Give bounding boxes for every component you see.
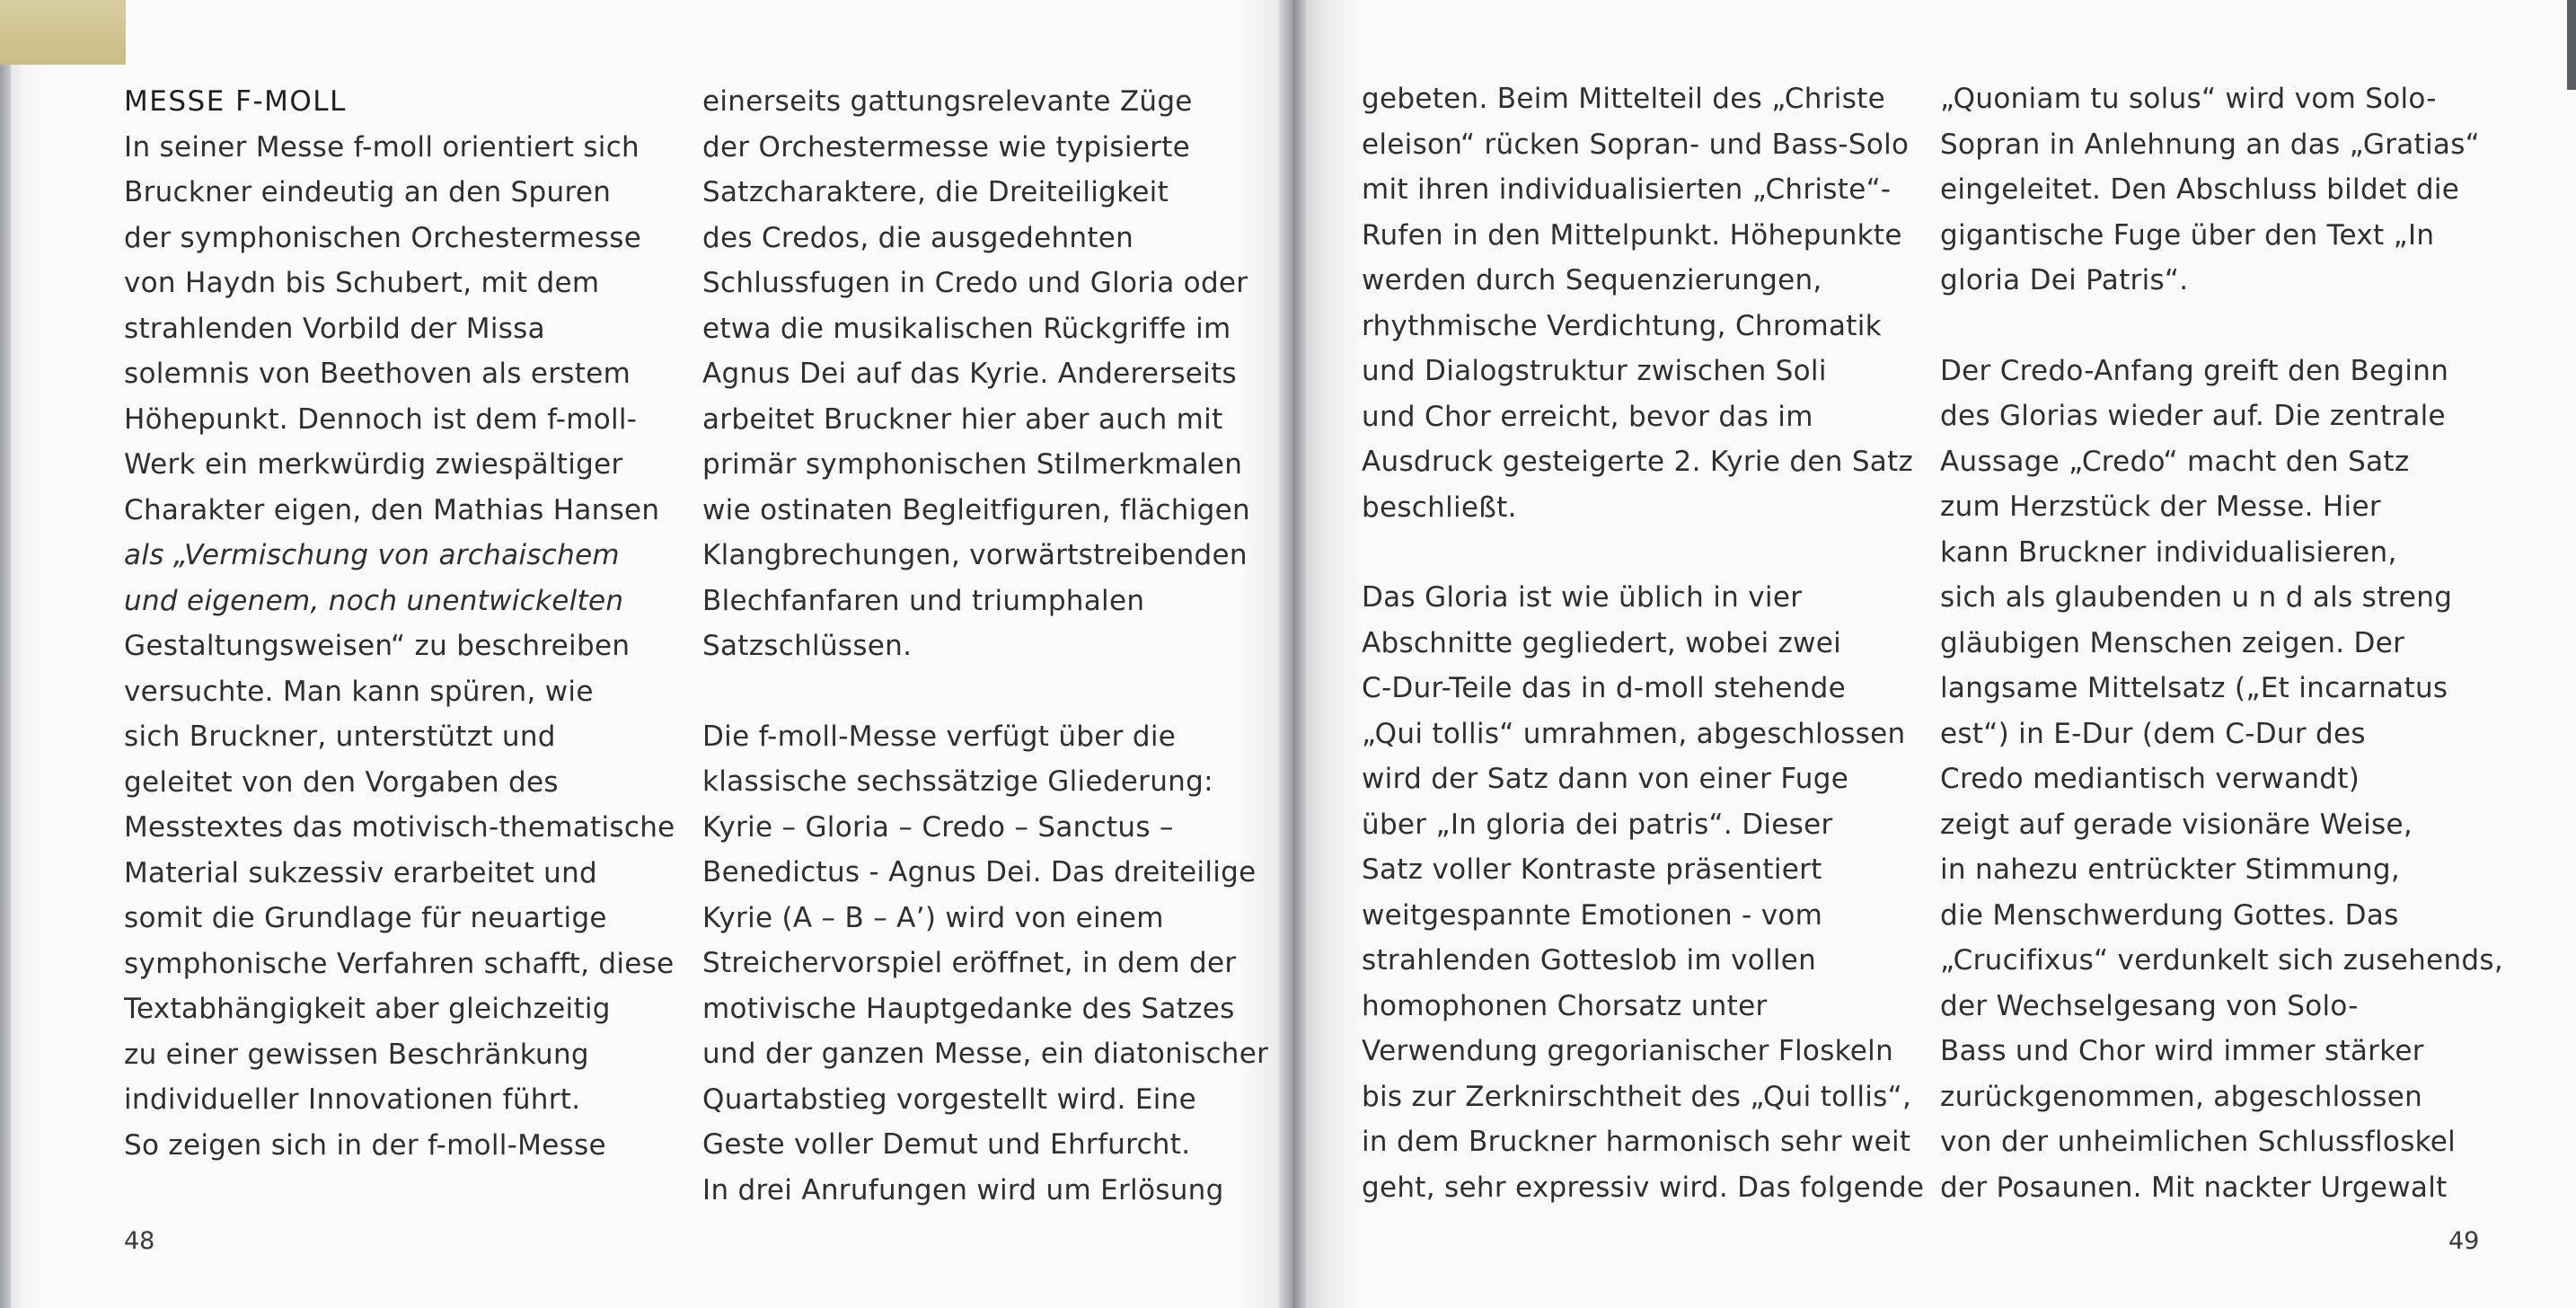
text-line: Abschnitte gegliedert, wobei zwei xyxy=(1362,626,1842,659)
text-line: Rufen in den Mittelpunkt. Höhepunkte xyxy=(1362,218,1902,252)
text-line: die Menschwerdung Gottes. Das xyxy=(1940,898,2399,932)
paragraph xyxy=(1362,76,1936,530)
paragraph xyxy=(702,79,1277,669)
paragraph xyxy=(702,714,1277,1214)
text-line: Messtextes das motivisch-thematische xyxy=(124,811,675,844)
text-line: weitgespannte Emotionen - vom xyxy=(1362,898,1823,932)
text-line: geleitet von den Vorgaben des xyxy=(124,765,559,799)
text-line: Streichervorspiel eröffnet, in dem der xyxy=(702,947,1237,979)
text-line: homophonen Chorsatz unter xyxy=(1362,989,1768,1022)
text-line: Schlussfugen in Credo und Gloria oder xyxy=(702,267,1248,299)
text-line: von der unheimlichen Schlussfloskel xyxy=(1940,1126,2457,1158)
section-heading: MESSE F-MOLL xyxy=(124,85,347,118)
paragraph xyxy=(1940,349,2515,1211)
text-line: zum Herzstück der Messe. Hier xyxy=(1940,490,2381,523)
column-1 xyxy=(124,79,699,1168)
gold-corner-tab xyxy=(0,0,126,65)
text-line: der Posaunen. Mit nackter Urgewalt xyxy=(1940,1171,2448,1204)
text-line: kann Bruckner individualisieren, xyxy=(1940,535,2397,569)
text-line: versuchte. Man kann spüren, wie xyxy=(124,675,594,708)
text-line: zu einer gewissen Beschränkung xyxy=(124,1038,589,1071)
text-line: Der Credo-Anfang greift den Beginn xyxy=(1940,354,2449,387)
text-line: In seiner Messe f-moll orientiert sich xyxy=(124,130,640,164)
text-line: somit die Grundlage für neuartige xyxy=(124,902,607,934)
text-line: strahlenden Vorbild der Missa xyxy=(124,312,545,345)
text-line: Satzschlüssen. xyxy=(702,630,913,662)
text-line: arbeitet Bruckner hier aber auch mit xyxy=(702,402,1223,436)
text-line: Werk ein merkwürdig zwiespältiger xyxy=(124,448,623,481)
paragraph xyxy=(1940,76,2515,304)
page-edge-right xyxy=(2567,0,2576,90)
text-line: gebeten. Beim Mittelteil des „Christe xyxy=(1362,83,1885,115)
text-line: Textabhängigkeit aber gleichzeitig xyxy=(124,993,611,1025)
text-line: Verwendung gregorianischer Floskeln xyxy=(1362,1035,1894,1067)
text-line: Kyrie (A – B – A’) wird von einem xyxy=(702,901,1164,934)
text-line: in dem Bruckner harmonisch sehr weit xyxy=(1362,1126,1911,1158)
text-line: werden durch Sequenzierungen, xyxy=(1362,264,1822,296)
text-line: strahlenden Gotteslob im vollen xyxy=(1362,944,1817,977)
text-line: Credo mediantisch verwandt) xyxy=(1940,763,2360,795)
text-line: „Crucifixus“ verdunkelt sich zusehends, xyxy=(1940,944,2503,977)
column-3 xyxy=(1362,76,1936,1210)
page-number-left: 48 xyxy=(124,1227,155,1255)
text-line: gloria Dei Patris“. xyxy=(1940,264,2189,296)
text-line: eingeleitet. Den Abschluss bildet die xyxy=(1940,173,2460,206)
text-line: Material sukzessiv erarbeitet und xyxy=(124,856,598,889)
text-line: beschließt. xyxy=(1362,490,1517,524)
text-line: Aussage „Credo“ macht den Satz xyxy=(1940,445,2410,478)
book-gutter xyxy=(1279,0,1306,1308)
text-line: Benedictus - Agnus Dei. Das dreiteilige xyxy=(702,856,1257,888)
text-line: „Quoniam tu solus“ wird vom Solo- xyxy=(1940,83,2437,115)
text-line: Blechfanfaren und triumphalen xyxy=(702,584,1145,617)
text-line: und Chor erreicht, bevor das im xyxy=(1362,400,1813,433)
text-line: zeigt auf gerade visionäre Weise, xyxy=(1940,808,2413,841)
text-line: „Qui tollis“ umrahmen, abgeschlossen xyxy=(1362,717,1906,750)
text-line: motivische Hauptgedanke des Satzes xyxy=(702,992,1235,1025)
text-line: Kyrie – Gloria – Credo – Sanctus – xyxy=(702,810,1174,844)
text-line: Die f-moll-Messe verfügt über die xyxy=(702,720,1177,753)
text-line: der Wechselgesang von Solo- xyxy=(1940,989,2359,1022)
text-line: gigantische Fuge über den Text „In xyxy=(1940,218,2435,252)
paragraph xyxy=(124,125,699,1169)
text-line: von Haydn bis Schubert, mit dem xyxy=(124,267,600,299)
text-line: langsame Mittelsatz („Et incarnatus xyxy=(1940,672,2448,704)
text-line: der Orchestermesse wie typisierte xyxy=(702,130,1191,164)
quote-line: und eigenem, noch unentwickelten xyxy=(124,584,624,617)
text-line: symphonische Verfahren schafft, diese xyxy=(124,947,675,980)
text-line: geht, sehr expressiv wird. Das folgende xyxy=(1362,1171,1925,1204)
text-line: Charakter eigen, den Mathias Hansen xyxy=(124,493,660,526)
text-line: klassische sechssätzige Gliederung: xyxy=(702,765,1213,798)
text-line: Satz voller Kontraste präsentiert xyxy=(1362,853,1822,886)
text-line: solemnis von Beethoven als erstem xyxy=(124,358,631,390)
text-line: Das Gloria ist wie üblich in vier xyxy=(1362,581,1803,614)
column-4 xyxy=(1940,76,2515,1210)
text-line: Gestaltungsweisen“ zu beschreiben xyxy=(124,630,631,662)
text-line: über „In gloria dei patris“. Dieser xyxy=(1362,808,1833,841)
text-line: Ausdruck gesteigerte 2. Kyrie den Satz xyxy=(1362,446,1914,478)
text-line: primär symphonischen Stilmerkmalen xyxy=(702,448,1243,481)
text-line: des Glorias wieder auf. Die zentrale xyxy=(1940,400,2446,432)
text-line: Sopran in Anlehnung an das „Gratias“ xyxy=(1940,128,2481,161)
text-line: und Dialogstruktur zwischen Soli xyxy=(1362,355,1827,387)
text-line: Klangbrechungen, vorwärtstreibenden xyxy=(702,539,1248,571)
text-line: Höhepunkt. Dennoch ist dem f-moll- xyxy=(124,402,638,436)
text-line: etwa die musikalischen Rückgriffe im xyxy=(702,312,1231,345)
text-line: est“) in E-Dur (dem C-Dur des xyxy=(1940,717,2366,750)
text-line: Bruckner eindeutig an den Spuren xyxy=(124,176,612,208)
paragraph xyxy=(1362,575,1936,1210)
text-line: bis zur Zerknirschtheit des „Qui tollis“, xyxy=(1362,1080,1912,1113)
text-line: eleison“ rücken Sopran- und Bass-Solo xyxy=(1362,128,1910,161)
text-line: mit ihren individualisierten „Christe“- xyxy=(1362,173,1892,206)
text-line: Satzcharaktere, die Dreiteiligkeit xyxy=(702,176,1169,208)
text-line: rhythmische Verdichtung, Chromatik xyxy=(1362,309,1882,342)
text-line: wird der Satz dann von einer Fuge xyxy=(1362,763,1849,795)
quote-line: als „Vermischung von archaischem xyxy=(124,539,620,571)
page-number-right: 49 xyxy=(2448,1227,2480,1255)
text-line: sich als glaubenden u n d als streng xyxy=(1940,581,2453,614)
text-line: in nahezu entrückter Stimmung, xyxy=(1940,853,2401,886)
text-line: C-Dur-Teile das in d-moll stehende xyxy=(1362,672,1846,704)
text-line: Quartabstieg vorgestellt wird. Eine xyxy=(702,1083,1196,1116)
column-2 xyxy=(702,79,1277,1213)
text-line: Agnus Dei auf das Kyrie. Andererseits xyxy=(702,358,1237,390)
text-line: des Credos, die ausgedehnten xyxy=(702,221,1134,254)
text-line: einerseits gattungsrelevante Züge xyxy=(702,85,1193,118)
text-line: wie ostinaten Begleitfiguren, flächigen xyxy=(702,493,1250,526)
text-line: Bass und Chor wird immer stärker xyxy=(1940,1035,2424,1067)
text-line: und der ganzen Messe, ein diatonischer xyxy=(702,1038,1269,1070)
text-line: So zeigen sich in der f-moll-Messe xyxy=(124,1128,606,1162)
text-line: individueller Innovationen führt. xyxy=(124,1083,581,1116)
text-line: zurückgenommen, abgeschlossen xyxy=(1940,1080,2423,1113)
page-edge-left xyxy=(0,65,11,1308)
text-line: Geste voller Demut und Ehrfurcht. xyxy=(702,1128,1191,1161)
text-line: In drei Anrufungen wird um Erlösung xyxy=(702,1173,1224,1206)
text-line: sich Bruckner, unterstützt und xyxy=(124,720,556,753)
text-line: der symphonischen Orchestermesse xyxy=(124,221,642,254)
text-line: gläubigen Menschen zeigen. Der xyxy=(1940,626,2405,659)
